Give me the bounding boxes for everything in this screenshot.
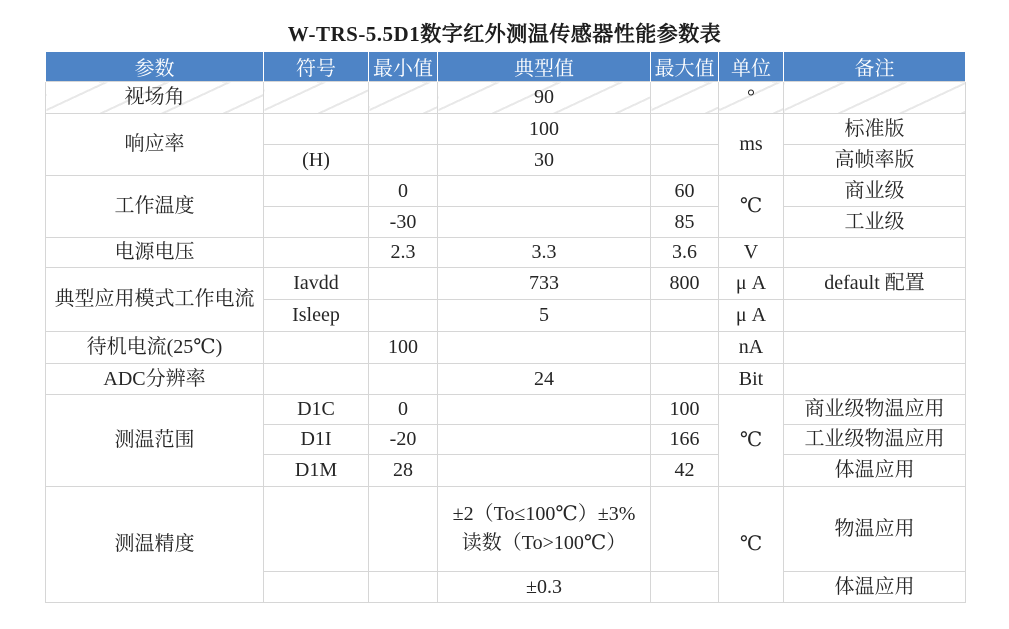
max-cell	[651, 82, 719, 114]
note-cell: 商业级物温应用	[784, 395, 966, 425]
note-cell	[784, 238, 966, 268]
max-cell: 3.6	[651, 238, 719, 268]
symbol-cell	[264, 364, 369, 395]
typical-cell: ±0.3	[438, 572, 651, 603]
param-cell: ADC分辨率	[46, 364, 264, 395]
max-cell: 42	[651, 455, 719, 487]
note-cell	[784, 364, 966, 395]
note-cell: default 配置	[784, 268, 966, 300]
max-cell	[651, 572, 719, 603]
unit-cell: ℃	[719, 395, 784, 487]
symbol-cell: Isleep	[264, 300, 369, 332]
note-cell: 体温应用	[784, 572, 966, 603]
header-row	[46, 52, 966, 82]
typical-cell	[438, 176, 651, 207]
typical-cell	[438, 425, 651, 455]
header-symbol: 符号	[264, 52, 369, 82]
unit-cell: ms	[719, 114, 784, 176]
row-adc-resolution	[46, 364, 966, 395]
min-cell	[369, 114, 438, 145]
unit-cell: ℃	[719, 487, 784, 603]
min-cell	[369, 145, 438, 176]
typical-cell: 30	[438, 145, 651, 176]
row-temp-accuracy-1	[46, 487, 966, 572]
row-operating-temp-1	[46, 176, 966, 207]
note-cell: 高帧率版	[784, 145, 966, 176]
header-typical: 典型值	[438, 52, 651, 82]
typical-cell: 733	[438, 268, 651, 300]
unit-cell: nA	[719, 332, 784, 364]
symbol-cell	[264, 114, 369, 145]
header-unit: 单位	[719, 52, 784, 82]
header-note: 备注	[784, 52, 966, 82]
typical-cell: 24	[438, 364, 651, 395]
min-cell	[369, 268, 438, 300]
header-max: 最大值	[651, 52, 719, 82]
symbol-cell	[264, 572, 369, 603]
max-cell: 800	[651, 268, 719, 300]
spec-table	[45, 52, 966, 603]
unit-cell: ℃	[719, 176, 784, 238]
max-cell: 166	[651, 425, 719, 455]
max-cell	[651, 364, 719, 395]
min-cell: -30	[369, 207, 438, 238]
typical-cell: 5	[438, 300, 651, 332]
typical-cell: 90	[438, 82, 651, 114]
symbol-cell	[264, 207, 369, 238]
note-cell: 商业级	[784, 176, 966, 207]
param-cell: 视场角	[46, 82, 264, 114]
symbol-cell	[264, 332, 369, 364]
typical-cell	[438, 207, 651, 238]
unit-cell: μ A	[719, 300, 784, 332]
min-cell: 28	[369, 455, 438, 487]
max-cell: 60	[651, 176, 719, 207]
param-cell: 典型应用模式工作电流	[46, 268, 264, 332]
param-cell: 测温精度	[46, 487, 264, 603]
row-supply-voltage	[46, 238, 966, 268]
max-cell	[651, 114, 719, 145]
min-cell: 0	[369, 176, 438, 207]
min-cell	[369, 82, 438, 114]
symbol-cell	[264, 82, 369, 114]
max-cell	[651, 300, 719, 332]
page-title: W-TRS-5.5D1数字红外测温传感器性能参数表	[287, 22, 722, 46]
param-cell: 测温范围	[46, 395, 264, 487]
typical-cell	[438, 395, 651, 425]
note-cell: 体温应用	[784, 455, 966, 487]
max-cell	[651, 487, 719, 572]
row-response-1	[46, 114, 966, 145]
max-cell	[651, 145, 719, 176]
max-cell	[651, 332, 719, 364]
param-cell: 待机电流(25℃)	[46, 332, 264, 364]
min-cell	[369, 572, 438, 603]
symbol-cell: Iavdd	[264, 268, 369, 300]
header-param: 参数	[46, 52, 264, 82]
max-cell: 85	[651, 207, 719, 238]
symbol-cell: D1I	[264, 425, 369, 455]
param-cell: 电源电压	[46, 238, 264, 268]
row-standby-current	[46, 332, 966, 364]
row-fov	[46, 82, 966, 114]
typical-cell	[438, 455, 651, 487]
max-cell: 100	[651, 395, 719, 425]
note-cell	[784, 300, 966, 332]
row-temp-range-1	[46, 395, 966, 425]
note-cell	[784, 332, 966, 364]
param-cell: 响应率	[46, 114, 264, 176]
symbol-cell	[264, 176, 369, 207]
min-cell: -20	[369, 425, 438, 455]
param-cell: 工作温度	[46, 176, 264, 238]
typical-cell	[438, 332, 651, 364]
note-cell: 标准版	[784, 114, 966, 145]
min-cell: 100	[369, 332, 438, 364]
symbol-cell: (H)	[264, 145, 369, 176]
row-operating-current-1	[46, 268, 966, 300]
symbol-cell: D1M	[264, 455, 369, 487]
symbol-cell	[264, 238, 369, 268]
typical-cell: 3.3	[438, 238, 651, 268]
min-cell: 0	[369, 395, 438, 425]
unit-cell: Bit	[719, 364, 784, 395]
symbol-cell	[264, 487, 369, 572]
header-min: 最小值	[369, 52, 438, 82]
unit-cell: °	[719, 82, 784, 114]
note-cell	[784, 82, 966, 114]
unit-cell: μ A	[719, 268, 784, 300]
min-cell: 2.3	[369, 238, 438, 268]
typical-cell: ±2（To≤100℃）±3% 读数（To>100℃）	[438, 487, 651, 572]
note-cell: 物温应用	[784, 487, 966, 572]
symbol-cell: D1C	[264, 395, 369, 425]
typical-cell: 100	[438, 114, 651, 145]
min-cell	[369, 487, 438, 572]
min-cell	[369, 300, 438, 332]
min-cell	[369, 364, 438, 395]
note-cell: 工业级物温应用	[784, 425, 966, 455]
note-cell: 工业级	[784, 207, 966, 238]
unit-cell: V	[719, 238, 784, 268]
